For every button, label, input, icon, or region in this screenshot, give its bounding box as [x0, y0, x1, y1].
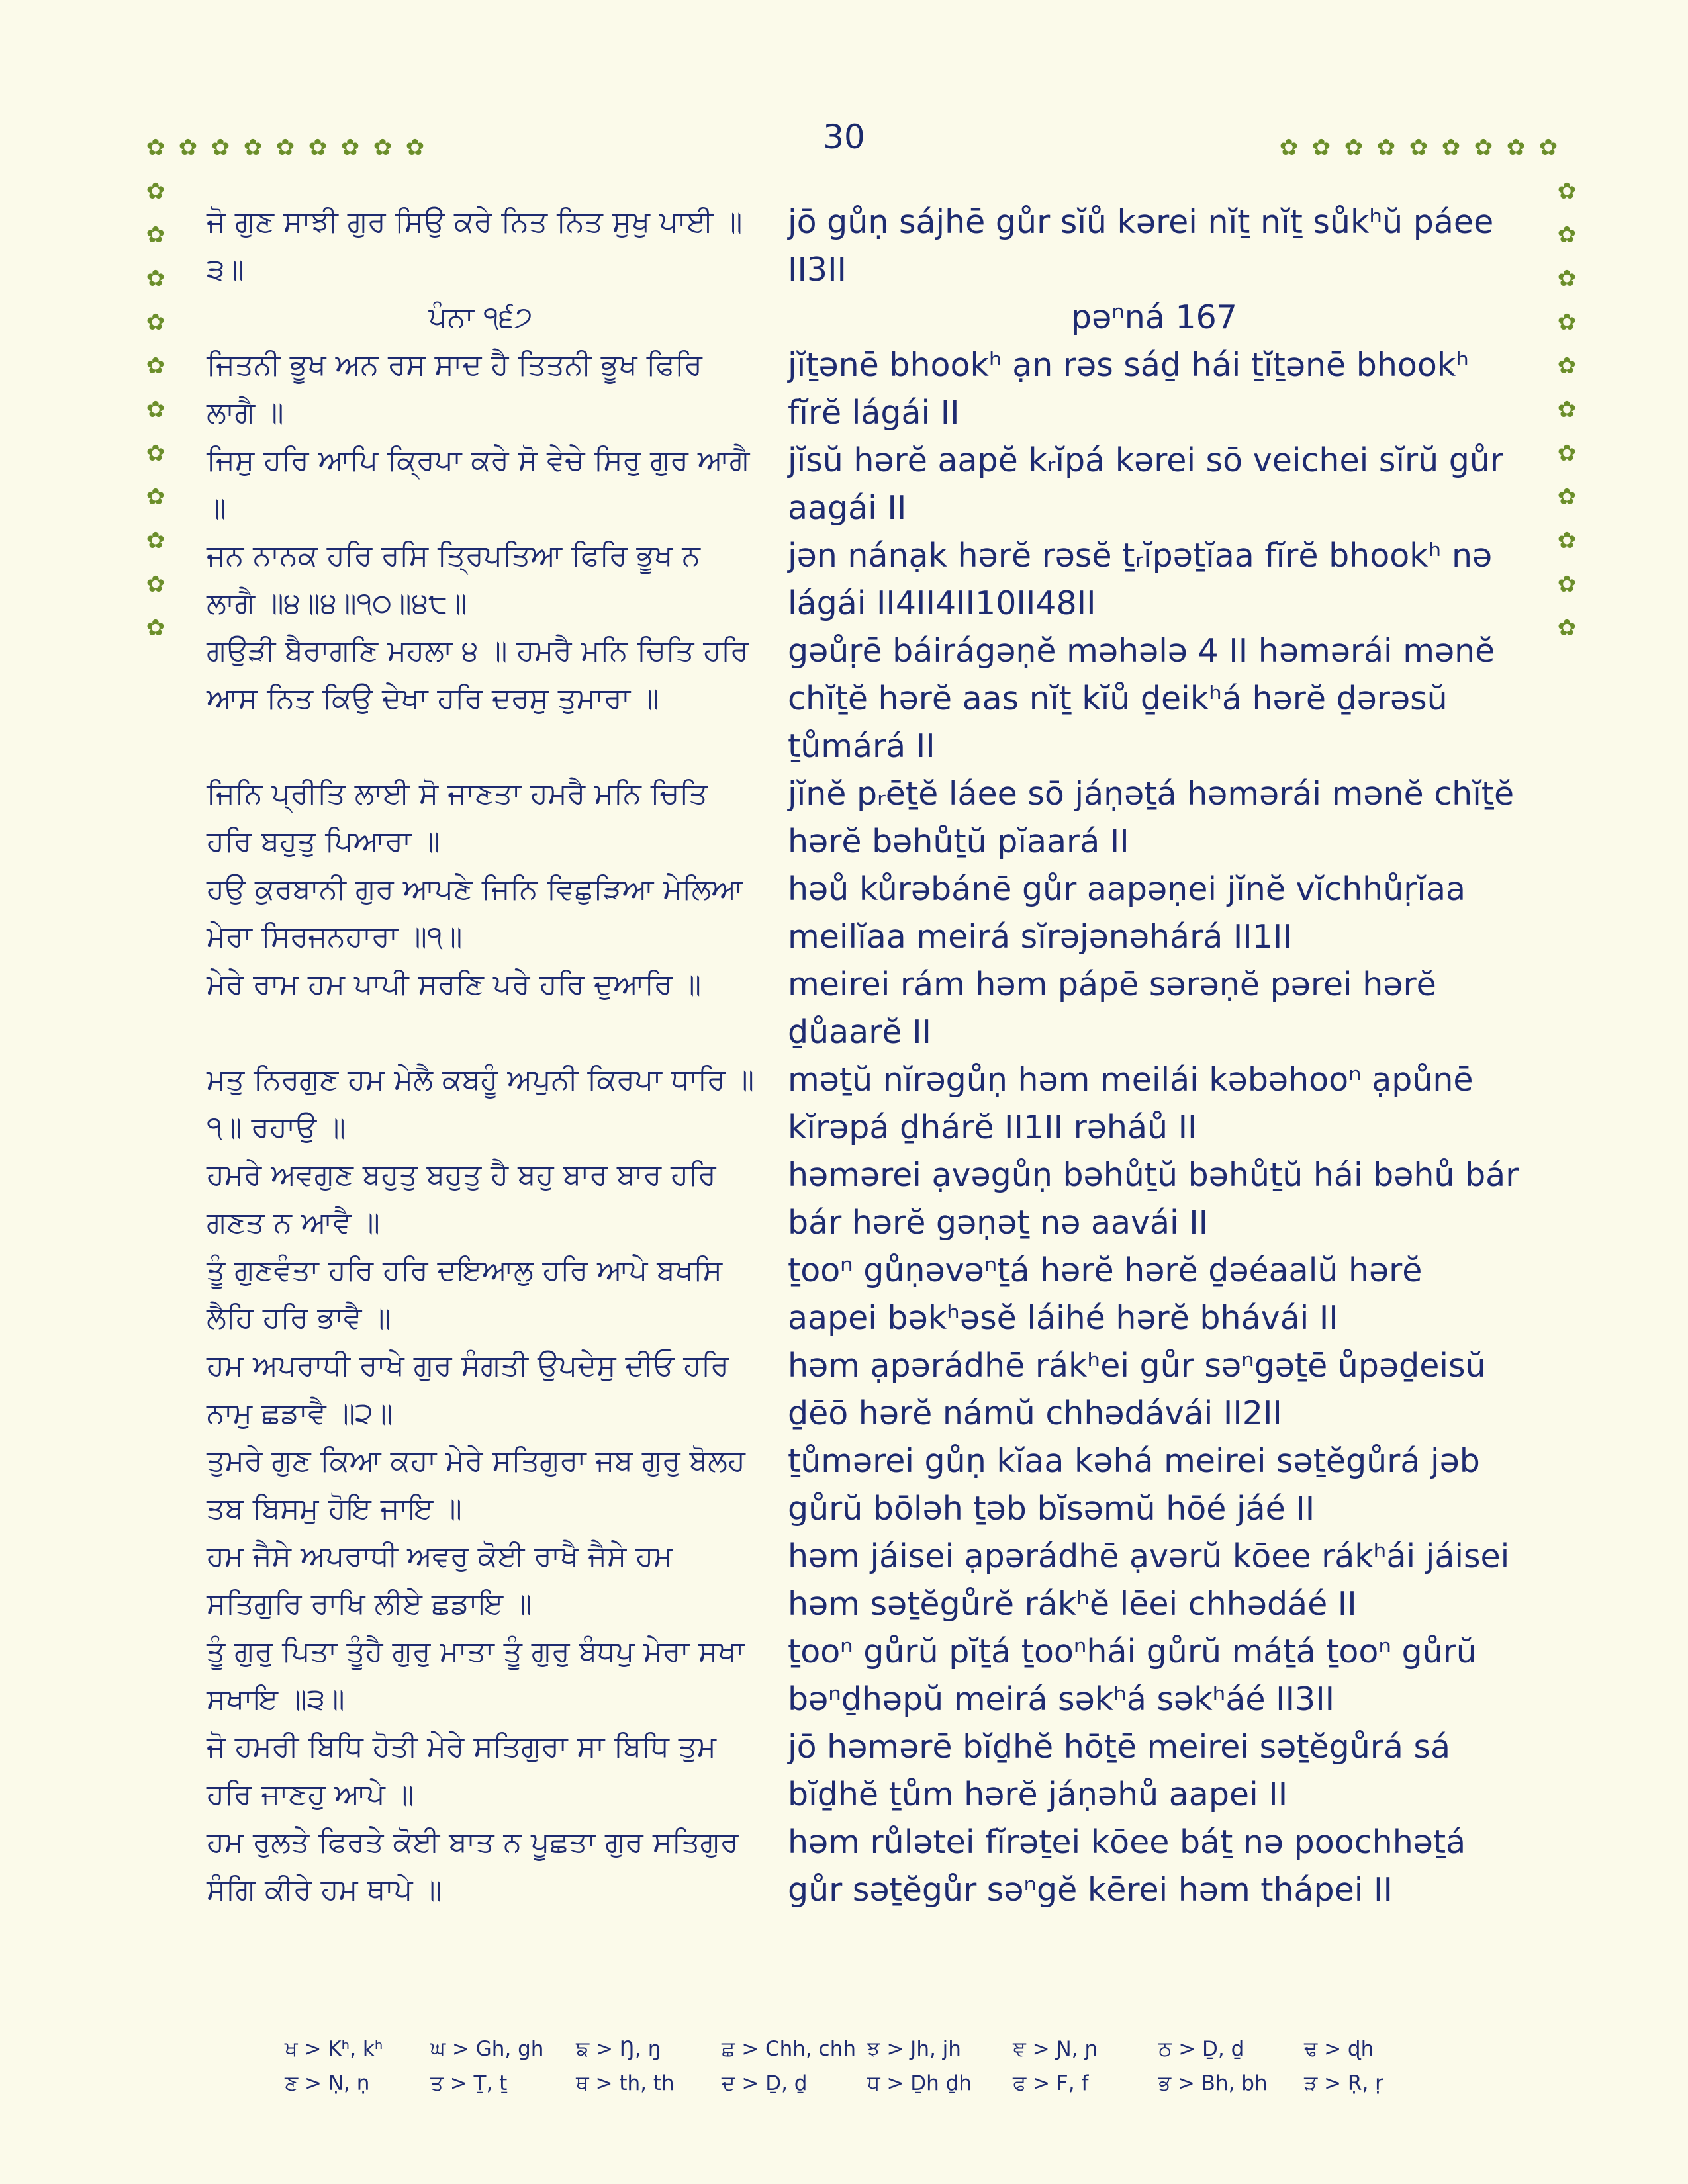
verse-row — [207, 961, 1521, 1056]
transliteration-text: ṯooⁿ gůṇəvəⁿṯá hərĕ hərĕ ḏəéaalŭ hərĕ aapei bəkʰəsĕ láihé hərĕ bhávái II — [788, 1251, 1423, 1337]
flower-icon: ✿ — [340, 134, 360, 161]
transliteration-text: həm růlətei fĭrəṯei kōee báṯ nə poochhəṯá gůr səṯĕgůr səⁿgĕ kērei həm thápei II — [788, 1823, 1466, 1909]
flower-icon: ✿ — [146, 134, 165, 161]
gurmukhi-text: ਪੰਨਾ ੧੬੭ — [428, 300, 533, 334]
gurmukhi-text: ਮਤੁ ਨਿਰਗੁਣ ਹਮ ਮੇਲੈ ਕਬਹੂੰ ਅਪੁਨੀ ਕਿਰਪਾ ਧਾਰਿ ॥੧॥ ਰਹਾਉ ॥ — [207, 1063, 755, 1144]
legend-entry: ਖ > Kʰ, kʰ — [285, 2036, 383, 2061]
legend-entry: ਥ > th, th — [576, 2071, 675, 2095]
verse-row — [207, 770, 1521, 866]
verse-row — [207, 1056, 1521, 1152]
flower-icon: ✿ — [308, 134, 328, 161]
legend-entry: ਞ > Ɲ, ɲ — [1013, 2036, 1098, 2061]
transliteration-text: ṯooⁿ gůrŭ pĭṯá ṯooⁿhái gůrŭ máṯá ṯooⁿ gůrŭ bəⁿḏhəpŭ meirá səkʰá səkʰáé II3II — [788, 1633, 1477, 1718]
gurmukhi-text: ਜੋ ਹਮਰੀ ਬਿਧਿ ਹੋਤੀ ਮੇਰੇ ਸਤਿਗੁਰਾ ਸਾ ਬਿਧਿ ਤੁਮ ਹਰਿ ਜਾਣਹੁ ਆਪੇ ॥ — [207, 1730, 716, 1811]
legend-entry: ਝ > Jh, jh — [867, 2036, 961, 2061]
flower-icon: ✿ — [146, 440, 165, 467]
flower-icon: ✿ — [146, 527, 165, 554]
flower-icon: ✿ — [1557, 222, 1577, 248]
verse-row — [207, 1152, 1521, 1247]
legend-entry: ਙ > Ŋ, ŋ — [576, 2036, 661, 2061]
transliteration-text: jō həmərē bĭḏhĕ hōṯē meirei səṯĕgůrá sá bĭḏhĕ ṯům hərĕ jáṇəhů aapei II — [788, 1728, 1451, 1813]
flower-icon: ✿ — [146, 178, 165, 205]
transliteration-text: jĭṯənē bhookʰ ạn rəs sáḏ hái ṯĭṯənē bhookʰ fĭrĕ lágái II — [788, 346, 1470, 432]
page-number: 30 — [823, 118, 865, 156]
flower-icon: ✿ — [146, 615, 165, 641]
flower-icon: ✿ — [275, 134, 295, 161]
transliteration-text: jō gůṇ sájhē gůr sĭů kərei nĭṯ nĭṯ sůkʰŭ páee II3II — [788, 203, 1494, 289]
flower-icon: ✿ — [1557, 265, 1577, 292]
flower-icon: ✿ — [373, 134, 393, 161]
flower-icon: ✿ — [1557, 527, 1577, 554]
verse-row — [207, 1247, 1521, 1342]
flower-icon: ✿ — [178, 134, 198, 161]
flower-icon: ✿ — [146, 353, 165, 379]
flower-icon: ✿ — [1557, 571, 1577, 598]
verse-row — [207, 437, 1521, 532]
flower-icon: ✿ — [1344, 134, 1364, 161]
gurmukhi-text: ਹਮ ਜੈਸੇ ਅਪਰਾਧੀ ਅਵਰੁ ਕੋਈ ਰਾਖੈ ਜੈਸੇ ਹਮ ਸਤਿਗੁਰਿ ਰਾਖਿ ਲੀਏ ਛਡਾਇ ॥ — [207, 1539, 673, 1621]
legend-entry: ਛ > Chh, chh — [722, 2036, 857, 2061]
verse-row — [207, 866, 1521, 961]
flower-icon: ✿ — [146, 309, 165, 336]
flower-icon: ✿ — [1557, 396, 1577, 423]
legend-entry: ਦ > Ḏ, ḏ — [722, 2071, 808, 2095]
transliteration-text: gəůṛē báirágəṇĕ məhələ 4 II həmərái mənĕ chĭṯĕ hərĕ aas nĭṯ kĭů ḏeikʰá hərĕ ḏərəsŭ ṯůmárá II — [788, 632, 1495, 765]
legend-row — [285, 2066, 1450, 2101]
transliteration-text: pəⁿná 167 — [1071, 298, 1237, 336]
verse-row — [207, 627, 1521, 770]
verse-row — [207, 532, 1521, 627]
verse-row — [207, 1723, 1521, 1819]
gurmukhi-text: ਹਉ ਕੁਰਬਾਨੀ ਗੁਰ ਆਪਣੇ ਜਿਨਿ ਵਿਛੁੜਿਆ ਮੇਲਿਆ ਮੇਰਾ ਸਿਰਜਨਹਾਰਾ ॥੧॥ — [207, 872, 743, 954]
flower-icon: ✿ — [146, 265, 165, 292]
flower-icon: ✿ — [1538, 134, 1558, 161]
gurmukhi-text: ਮੇਰੇ ਰਾਮ ਹਮ ਪਾਪੀ ਸਰਣਿ ਪਰੇ ਹਰਿ ਦੁਆਰਿ ॥ — [207, 968, 702, 1001]
legend-entry: ਤ > Ṯ, ṯ — [430, 2071, 508, 2095]
verse-row — [207, 341, 1521, 437]
flower-icon: ✿ — [1474, 134, 1493, 161]
flower-icon: ✿ — [1506, 134, 1526, 161]
gurmukhi-text: ਜਨ ਨਾਨਕ ਹਰਿ ਰਸਿ ਤ੍ਰਿਪਤਿਆ ਫਿਰਿ ਭੂਖ ਨ ਲਾਗੈ ॥੪॥੪॥੧੦॥੪੮॥ — [207, 539, 700, 620]
legend-entry: ਧ > Ḏh ḏh — [867, 2071, 972, 2095]
gurmukhi-text: ਹਮ ਅਪਰਾਧੀ ਰਾਖੇ ਗੁਰ ਸੰਗਤੀ ਉਪਦੇਸੁ ਦੀਓ ਹਰਿ ਨਾਮੁ ਛਡਾਵੈ ॥੨॥ — [207, 1349, 729, 1430]
transliteration-legend — [285, 2032, 1450, 2101]
verse-row — [207, 1819, 1521, 1914]
gurmukhi-text: ਜੋ ਗੁਣ ਸਾਝੀ ਗੁਰ ਸਿਉ ਕਰੇ ਨਿਤ ਨਿਤ ਸੁਖੁ ਪਾਈ ॥੩॥ — [207, 205, 743, 287]
transliteration-text: həm ạpərádhē rákʰei gůr səⁿgəṯē ůpəḏeisŭ ḏēō hərĕ námŭ chhədávái II2II — [788, 1347, 1486, 1432]
gurmukhi-text: ਗਉੜੀ ਬੈਰਾਗਣਿ ਮਹਲਾ ੪ ॥ ਹਮਰੈ ਮਨਿ ਚਿਤਿ ਹਰਿ ਆਸ ਨਿਤ ਕਿਉ ਦੇਖਾ ਹਰਿ ਦਰਸੁ ਤੁਮਾਰਾ ॥ — [207, 634, 749, 715]
flower-icon: ✿ — [146, 571, 165, 598]
verse-row — [207, 1628, 1521, 1723]
legend-entry: ਘ > Gh, gh — [430, 2036, 544, 2061]
transliteration-text: həmərei ạvəgůṇ bəhůṯŭ bəhůṯŭ hái bəhů bár bár hərĕ gəṇəṯ nə aavái II — [788, 1156, 1519, 1242]
flower-icon: ✿ — [146, 396, 165, 423]
gurmukhi-text: ਤੁਮਰੇ ਗੁਣ ਕਿਆ ਕਹਾ ਮੇਰੇ ਸਤਿਗੁਰਾ ਜਬ ਗੁਰੁ ਬੋਲਹ ਤਬ ਬਿਸਮੁ ਹੋਇ ਜਾਇ ॥ — [207, 1444, 745, 1525]
transliteration-text: meirei rám həm pápē sərəṇĕ pərei hərĕ ḏůaarĕ II — [788, 966, 1436, 1051]
transliteration-text: jən nánạk hərĕ rəsĕ ṯᵣĭpəṯĭaa fĭrĕ bhookʰ nə lágái II4II4II10II48II — [788, 537, 1493, 622]
flower-icon: ✿ — [1557, 484, 1577, 510]
gurmukhi-text: ਹਮ ਰੁਲਤੇ ਫਿਰਤੇ ਕੋਈ ਬਾਤ ਨ ਪੂਛਤਾ ਗੁਰ ਸਤਿਗੁਰ ਸੰਗਿ ਕੀਰੇ ਹਮ ਥਾਪੇ ॥ — [207, 1825, 739, 1907]
verse-table — [207, 199, 1521, 1914]
gurmukhi-text: ਤੂੰ ਗੁਰੁ ਪਿਤਾ ਤੂੰਹੈ ਗੁਰੁ ਮਾਤਾ ਤੂੰ ਗੁਰੁ ਬੰਧਪੁ ਮੇਰਾ ਸਖਾ ਸਖਾਇ ॥੩॥ — [207, 1635, 745, 1716]
gurmukhi-text: ਤੂੰ ਗੁਣਵੰਤਾ ਹਰਿ ਹਰਿ ਦਇਆਲੁ ਹਰਿ ਆਪੇ ਬਖਸਿ ਲੈਹਿ ਹਰਿ ਭਾਵੈ ॥ — [207, 1253, 723, 1335]
verse-row — [207, 199, 1521, 294]
transliteration-text: məṯŭ nĭrəgůṇ həm meilái kəbəhooⁿ ạpůnē kĭrəpá ḏhárĕ II1II rəháů II — [788, 1061, 1474, 1146]
flower-icon: ✿ — [1557, 440, 1577, 467]
transliteration-text: jĭsŭ hərĕ aapĕ kᵣĭpá kərei sō veichei sĭrŭ gůr aagái II — [788, 441, 1504, 527]
transliteration-text: ṯůmərei gůṇ kĭaa kəhá meirei səṯĕgůrá jəb gůrŭ bōləh ṯəb bĭsəmŭ hōé jáé II — [788, 1442, 1480, 1527]
legend-entry: ਢ > ɖh — [1304, 2036, 1374, 2061]
flower-icon: ✿ — [146, 484, 165, 510]
legend-entry: ਣ > Ṇ, ṇ — [285, 2071, 370, 2095]
legend-row — [285, 2032, 1450, 2066]
legend-entry: ਠ > Ḏ, ḏ — [1158, 2036, 1244, 2061]
flower-icon: ✿ — [1279, 134, 1299, 161]
verse-row — [207, 1342, 1521, 1437]
flower-icon: ✿ — [146, 222, 165, 248]
flower-icon: ✿ — [211, 134, 230, 161]
verse-row — [207, 1437, 1521, 1533]
transliteration-text: jĭnĕ pᵣēṯĕ láee sō jáṇəṯá həmərái mənĕ chĭṯĕ hərĕ bəhůṯŭ pĭaará II — [788, 775, 1515, 860]
transliteration-text: həm jáisei ạpərádhē ạvərŭ kōee rákʰái jáisei həm səṯĕgůrĕ rákʰĕ lēei chhədáé II — [788, 1537, 1510, 1623]
verse-row — [207, 1533, 1521, 1628]
flower-icon: ✿ — [405, 134, 425, 161]
transliteration-text: həů kůrəbánē gůr aapəṇei jĭnĕ vĭchhůṛĭaa meilĭaa meirá sĭrəjənəhárá II1II — [788, 870, 1466, 956]
legend-entry: ਫ > F, f — [1013, 2071, 1089, 2095]
flower-icon: ✿ — [243, 134, 263, 161]
flower-icon: ✿ — [1376, 134, 1396, 161]
flower-icon: ✿ — [1311, 134, 1331, 161]
verse-row — [207, 294, 1521, 341]
flower-icon: ✿ — [1557, 309, 1577, 336]
flower-icon: ✿ — [1409, 134, 1429, 161]
gurmukhi-text: ਹਮਰੇ ਅਵਗੁਣ ਬਹੁਤੁ ਬਹੁਤੁ ਹੈ ਬਹੁ ਬਾਰ ਬਾਰ ਹਰਿ ਗਣਤ ਨ ਆਵੈ ॥ — [207, 1158, 716, 1240]
legend-entry: ੜ > Ṛ, ṛ — [1304, 2071, 1383, 2095]
flower-icon: ✿ — [1441, 134, 1461, 161]
flower-icon: ✿ — [1557, 353, 1577, 379]
legend-entry: ਭ > Bh, bh — [1158, 2071, 1268, 2095]
gurmukhi-text: ਜਿਸੁ ਹਰਿ ਆਪਿ ਕ੍ਰਿਪਾ ਕਰੇ ਸੋ ਵੇਚੇ ਸਿਰੁ ਗੁਰ ਆਗੈ ॥ — [207, 443, 750, 525]
flower-icon: ✿ — [1557, 615, 1577, 641]
flower-icon: ✿ — [1557, 178, 1577, 205]
gurmukhi-text: ਜਿਨਿ ਪ੍ਰੀਤਿ ਲਾਈ ਸੋ ਜਾਣਤਾ ਹਮਰੈ ਮਨਿ ਚਿਤਿ ਹਰਿ ਬਹੁਤੁ ਪਿਆਰਾ ॥ — [207, 777, 708, 858]
gurmukhi-text: ਜਿਤਨੀ ਭੂਖ ਅਨ ਰਸ ਸਾਦ ਹੈ ਤਿਤਨੀ ਭੂਖ ਫਿਰਿ ਲਾਗੈ ॥ — [207, 348, 702, 430]
